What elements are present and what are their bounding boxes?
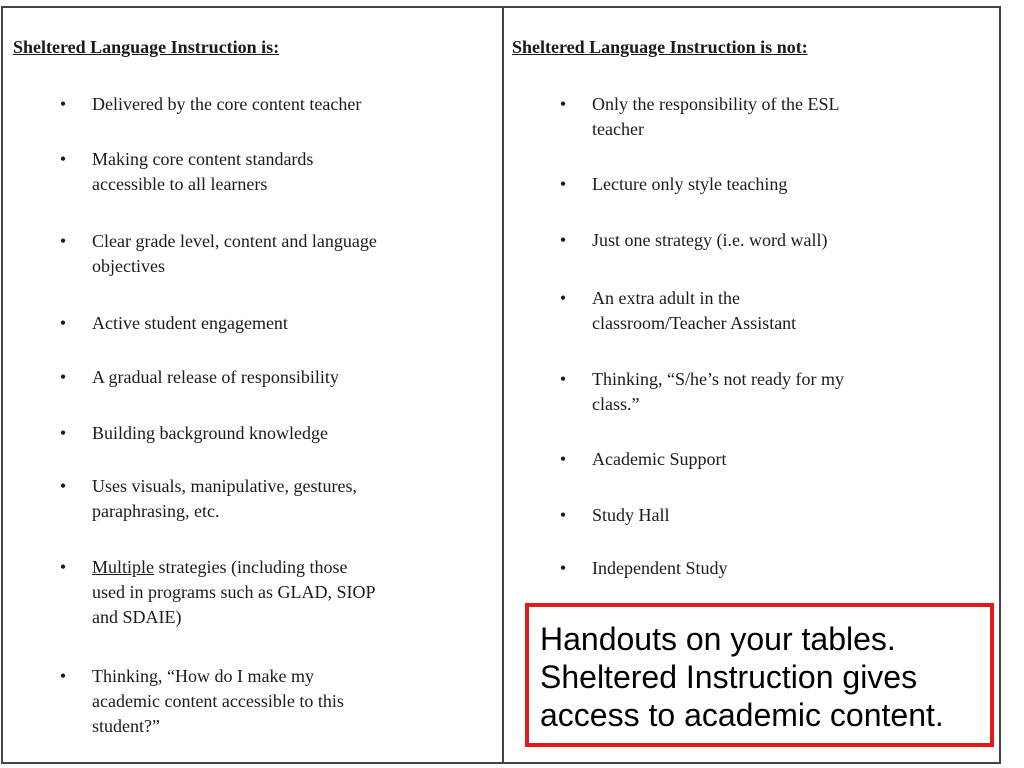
list-item-text: Just one strategy (i.e. word wall) — [592, 230, 828, 250]
bullet-icon: • — [559, 505, 567, 525]
bullet-icon: • — [559, 174, 567, 194]
list-item-text: Building background knowledge — [92, 423, 328, 443]
bullet-icon: • — [59, 149, 67, 169]
bullet-icon: • — [59, 313, 67, 333]
list-item-text: Thinking, “S/he’s not ready for my class.” — [592, 369, 844, 414]
bullet-icon: • — [59, 557, 67, 577]
underlined-word: Multiple — [92, 557, 154, 577]
list-item-text: Thinking, “How do I make my academic content accessible to this student?” — [92, 666, 344, 736]
list-item-text — [92, 555, 375, 630]
list-item-text: Study Hall — [592, 505, 670, 525]
bullet-icon: • — [59, 231, 67, 251]
list-item-text: Active student engagement — [92, 313, 288, 333]
left-column-heading: Sheltered Language Instruction is: — [13, 37, 280, 57]
callout-line: Sheltered Instruction gives — [540, 659, 918, 695]
bullet-icon: • — [559, 558, 567, 578]
list-item-text: Clear grade level, content and language objectives — [92, 231, 377, 276]
list-item-text: Only the responsibility of the ESL teacher — [592, 94, 840, 139]
bullet-icon: • — [59, 476, 67, 496]
bullet-icon: • — [59, 94, 67, 114]
callout-line: access to academic content. — [540, 697, 944, 733]
list-item-text: A gradual release of responsibility — [92, 367, 339, 387]
bullet-icon: • — [559, 449, 567, 469]
list-item-text: Uses visuals, manipulative, gestures, paraphrasing, etc. — [92, 476, 357, 521]
right-column-heading: Sheltered Language Instruction is not: — [512, 37, 808, 57]
list-item-text-rest: strategies (including those used in programs such as GLAD, SIOP and SDAIE) — [92, 557, 376, 627]
list-item-text: An extra adult in the classroom/Teacher Assistant — [592, 288, 797, 333]
callout-line: Handouts on your tables. — [540, 621, 896, 657]
left-column — [1, 6, 503, 764]
bullet-icon: • — [559, 288, 567, 308]
bullet-icon: • — [59, 367, 67, 387]
list-item-text: Delivered by the core content teacher — [92, 94, 362, 114]
bullet-icon: • — [559, 94, 567, 114]
list-item-text: Independent Study — [592, 558, 728, 578]
bullet-icon: • — [59, 666, 67, 686]
bullet-icon: • — [559, 369, 567, 389]
list-item-text: Lecture only style teaching — [592, 174, 788, 194]
callout-box — [525, 603, 994, 747]
list-item-text: Academic Support — [592, 449, 727, 469]
bullet-icon: • — [59, 423, 67, 443]
bullet-icon: • — [559, 230, 567, 250]
list-item-text: Making core content standards accessible to all learners — [92, 149, 314, 194]
